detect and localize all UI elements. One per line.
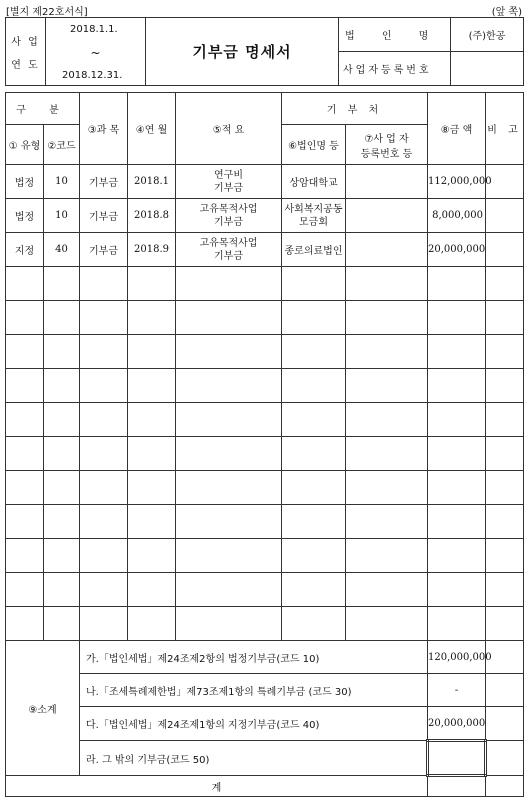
empty-cell bbox=[80, 403, 128, 437]
empty-cell bbox=[346, 505, 428, 539]
empty-cell bbox=[428, 505, 486, 539]
empty-cell bbox=[80, 539, 128, 573]
cell-summary-line-1: 고유목적사업 bbox=[199, 203, 258, 215]
empty-cell bbox=[346, 301, 428, 335]
empty-cell bbox=[128, 471, 176, 505]
empty-cell bbox=[176, 607, 282, 641]
empty-cell bbox=[6, 505, 44, 539]
empty-cell bbox=[80, 505, 128, 539]
empty-cell bbox=[6, 607, 44, 641]
empty-row bbox=[6, 471, 524, 505]
empty-cell bbox=[80, 573, 128, 607]
total-note bbox=[486, 776, 524, 797]
cell-summary-line-1: 연구비 bbox=[214, 169, 243, 181]
col-donee-regno-line-2: 등록번호 등 bbox=[360, 148, 413, 160]
subtotal-note bbox=[486, 741, 524, 776]
subtotal-note bbox=[486, 674, 524, 707]
empty-cell bbox=[44, 539, 80, 573]
empty-cell bbox=[176, 539, 282, 573]
cell-note bbox=[486, 199, 524, 233]
empty-cell bbox=[44, 301, 80, 335]
empty-cell bbox=[346, 267, 428, 301]
empty-cell bbox=[428, 539, 486, 573]
empty-cell bbox=[6, 267, 44, 301]
empty-cell bbox=[486, 301, 524, 335]
empty-cell bbox=[428, 607, 486, 641]
empty-cell bbox=[282, 369, 346, 403]
subtotal-item-label: 다.「법인세법」제24조제1항의 지정기부금(코드 40) bbox=[80, 707, 428, 741]
empty-cell bbox=[80, 369, 128, 403]
subtotal-row bbox=[6, 741, 524, 776]
cell-subject: 기부금 bbox=[80, 165, 128, 199]
period-end: 2018.12.31. bbox=[62, 70, 123, 81]
total-row bbox=[6, 776, 524, 797]
cell-summary bbox=[176, 199, 282, 233]
empty-cell bbox=[176, 267, 282, 301]
empty-row bbox=[6, 539, 524, 573]
empty-row bbox=[6, 267, 524, 301]
empty-cell bbox=[128, 573, 176, 607]
empty-cell bbox=[282, 607, 346, 641]
col-donee-regno bbox=[346, 125, 428, 165]
period-separator: ~ bbox=[90, 46, 101, 60]
empty-cell bbox=[346, 335, 428, 369]
cell-donee: 종로의료법인 bbox=[282, 233, 346, 267]
subtotal-row bbox=[6, 674, 524, 707]
cell-code: 10 bbox=[44, 165, 80, 199]
empty-cell bbox=[6, 573, 44, 607]
empty-cell bbox=[44, 471, 80, 505]
empty-cell bbox=[486, 573, 524, 607]
empty-cell bbox=[176, 369, 282, 403]
subtotal-note bbox=[486, 707, 524, 741]
subtotal-amount: 120,000,000 bbox=[428, 641, 486, 674]
empty-cell bbox=[428, 437, 486, 471]
page-side-label: (앞 쪽) bbox=[491, 7, 522, 18]
col-type: ① 유형 bbox=[6, 125, 44, 165]
empty-cell bbox=[428, 369, 486, 403]
cell-summary bbox=[176, 165, 282, 199]
empty-cell bbox=[128, 335, 176, 369]
empty-cell bbox=[282, 505, 346, 539]
subtotal-item-label: 라. 그 밖의 기부금(코드 50) bbox=[80, 741, 428, 776]
empty-cell bbox=[282, 573, 346, 607]
cell-type: 법정 bbox=[6, 199, 44, 233]
empty-cell bbox=[486, 471, 524, 505]
donation-table bbox=[5, 92, 524, 797]
empty-row bbox=[6, 505, 524, 539]
empty-cell bbox=[428, 335, 486, 369]
empty-cell bbox=[128, 369, 176, 403]
biz-reg-no-value bbox=[451, 52, 524, 86]
corp-name-label: 법 인 명 bbox=[339, 18, 451, 52]
empty-rows bbox=[6, 267, 524, 641]
empty-row bbox=[6, 335, 524, 369]
col-category: 구 분 bbox=[6, 93, 80, 125]
empty-cell bbox=[44, 437, 80, 471]
empty-cell bbox=[486, 505, 524, 539]
cell-summary-line-1: 고유목적사업 bbox=[199, 237, 258, 249]
col-donee-name: ⑥법인명 등 bbox=[282, 125, 346, 165]
table-row bbox=[6, 199, 524, 233]
cell-amount: 8,000,000 bbox=[428, 199, 486, 233]
period-label bbox=[6, 18, 46, 86]
period-value bbox=[46, 18, 146, 86]
empty-cell bbox=[346, 573, 428, 607]
subtotal-amount: 20,000,000 bbox=[428, 707, 486, 741]
cell-regno bbox=[346, 165, 428, 199]
subtotal-label: ⑨소계 bbox=[6, 641, 80, 776]
document-title: 기부금 명세서 bbox=[146, 18, 339, 86]
empty-cell bbox=[80, 335, 128, 369]
empty-cell bbox=[428, 403, 486, 437]
empty-cell bbox=[6, 437, 44, 471]
empty-cell bbox=[44, 335, 80, 369]
empty-cell bbox=[44, 505, 80, 539]
subtotal-row bbox=[6, 707, 524, 741]
empty-cell bbox=[128, 607, 176, 641]
empty-cell bbox=[176, 471, 282, 505]
form-number-label: [별지 제22호서식] bbox=[6, 7, 88, 18]
empty-cell bbox=[282, 437, 346, 471]
cell-date: 2018.8 bbox=[128, 199, 176, 233]
empty-cell bbox=[80, 301, 128, 335]
table-row bbox=[6, 165, 524, 199]
header-table bbox=[5, 17, 524, 86]
empty-cell bbox=[346, 607, 428, 641]
empty-cell bbox=[6, 471, 44, 505]
cell-type: 법정 bbox=[6, 165, 44, 199]
empty-row bbox=[6, 437, 524, 471]
empty-cell bbox=[128, 437, 176, 471]
cell-code: 40 bbox=[44, 233, 80, 267]
empty-cell bbox=[346, 369, 428, 403]
empty-cell bbox=[428, 301, 486, 335]
empty-cell bbox=[346, 471, 428, 505]
empty-row bbox=[6, 403, 524, 437]
total-amount bbox=[428, 776, 486, 797]
form-header-bar bbox=[6, 3, 522, 17]
empty-row bbox=[6, 573, 524, 607]
subtotal-item-label: 가.「법인세법」제24조제2항의 법정기부금(코드 10) bbox=[80, 641, 428, 674]
cell-amount: 112,000,000 bbox=[428, 165, 486, 199]
col-note: 비 고 bbox=[486, 93, 524, 165]
empty-cell bbox=[6, 369, 44, 403]
empty-cell bbox=[44, 573, 80, 607]
empty-cell bbox=[486, 403, 524, 437]
col-summary: ⑤적 요 bbox=[176, 93, 282, 165]
empty-cell bbox=[282, 335, 346, 369]
empty-cell bbox=[428, 573, 486, 607]
biz-reg-no-label: 사업자등록번호 bbox=[339, 52, 451, 86]
empty-cell bbox=[128, 267, 176, 301]
empty-cell bbox=[6, 403, 44, 437]
empty-cell bbox=[282, 539, 346, 573]
cell-donee: 상암대학교 bbox=[282, 165, 346, 199]
empty-cell bbox=[346, 403, 428, 437]
empty-cell bbox=[128, 539, 176, 573]
empty-cell bbox=[486, 607, 524, 641]
col-subject: ③과 목 bbox=[80, 93, 128, 165]
empty-cell bbox=[176, 505, 282, 539]
cell-summary-line-2: 기부금 bbox=[214, 182, 243, 194]
empty-row bbox=[6, 369, 524, 403]
empty-cell bbox=[80, 437, 128, 471]
empty-cell bbox=[176, 403, 282, 437]
col-donee: 기 부 처 bbox=[282, 93, 428, 125]
empty-cell bbox=[282, 471, 346, 505]
empty-cell bbox=[80, 267, 128, 301]
col-amount: ⑧금 액 bbox=[428, 93, 486, 165]
empty-cell bbox=[486, 369, 524, 403]
empty-cell bbox=[428, 267, 486, 301]
cell-summary bbox=[176, 233, 282, 267]
cell-regno bbox=[346, 199, 428, 233]
subtotal-item-label: 나.「조세특례제한법」제73조제1항의 특례기부금 (코드 30) bbox=[80, 674, 428, 707]
empty-cell bbox=[44, 403, 80, 437]
empty-cell bbox=[282, 301, 346, 335]
empty-cell bbox=[44, 369, 80, 403]
empty-cell bbox=[486, 267, 524, 301]
empty-cell bbox=[128, 403, 176, 437]
empty-cell bbox=[346, 437, 428, 471]
period-label-line-2: 연 도 bbox=[11, 59, 40, 71]
cell-subject: 기부금 bbox=[80, 199, 128, 233]
empty-cell bbox=[176, 573, 282, 607]
subtotal-amount bbox=[428, 741, 486, 776]
corp-name-value: (주)한공 bbox=[451, 18, 524, 52]
empty-row bbox=[6, 607, 524, 641]
period-start: 2018.1.1. bbox=[70, 24, 118, 35]
period-label-line-1: 사 업 bbox=[11, 36, 40, 48]
table-row bbox=[6, 233, 524, 267]
col-code: ②코드 bbox=[44, 125, 80, 165]
cell-amount: 20,000,000 bbox=[428, 233, 486, 267]
empty-cell bbox=[486, 335, 524, 369]
empty-cell bbox=[486, 437, 524, 471]
cell-date: 2018.9 bbox=[128, 233, 176, 267]
empty-cell bbox=[44, 607, 80, 641]
cell-donee: 사회복지공동모금회 bbox=[282, 199, 346, 233]
empty-cell bbox=[80, 607, 128, 641]
empty-cell bbox=[282, 267, 346, 301]
cell-type: 지정 bbox=[6, 233, 44, 267]
col-date: ④연 월 bbox=[128, 93, 176, 165]
cell-summary-line-2: 기부금 bbox=[214, 250, 243, 262]
empty-cell bbox=[176, 301, 282, 335]
empty-cell bbox=[428, 471, 486, 505]
empty-cell bbox=[80, 471, 128, 505]
empty-cell bbox=[128, 505, 176, 539]
empty-cell bbox=[6, 335, 44, 369]
empty-cell bbox=[346, 539, 428, 573]
cell-summary-line-2: 기부금 bbox=[214, 216, 243, 228]
empty-cell bbox=[282, 403, 346, 437]
empty-cell bbox=[6, 301, 44, 335]
total-label: 계 bbox=[6, 776, 428, 797]
empty-cell bbox=[486, 539, 524, 573]
empty-cell bbox=[176, 437, 282, 471]
cell-date: 2018.1 bbox=[128, 165, 176, 199]
empty-cell bbox=[176, 335, 282, 369]
cell-regno bbox=[346, 233, 428, 267]
subtotal-row bbox=[6, 641, 524, 674]
empty-row bbox=[6, 301, 524, 335]
subtotal-amount: - bbox=[428, 674, 486, 707]
cell-note bbox=[486, 233, 524, 267]
empty-cell bbox=[6, 539, 44, 573]
empty-cell bbox=[128, 301, 176, 335]
cell-code: 10 bbox=[44, 199, 80, 233]
col-donee-regno-line-1: ⑦사 업 자 bbox=[364, 133, 409, 145]
cell-subject: 기부금 bbox=[80, 233, 128, 267]
empty-cell bbox=[44, 267, 80, 301]
